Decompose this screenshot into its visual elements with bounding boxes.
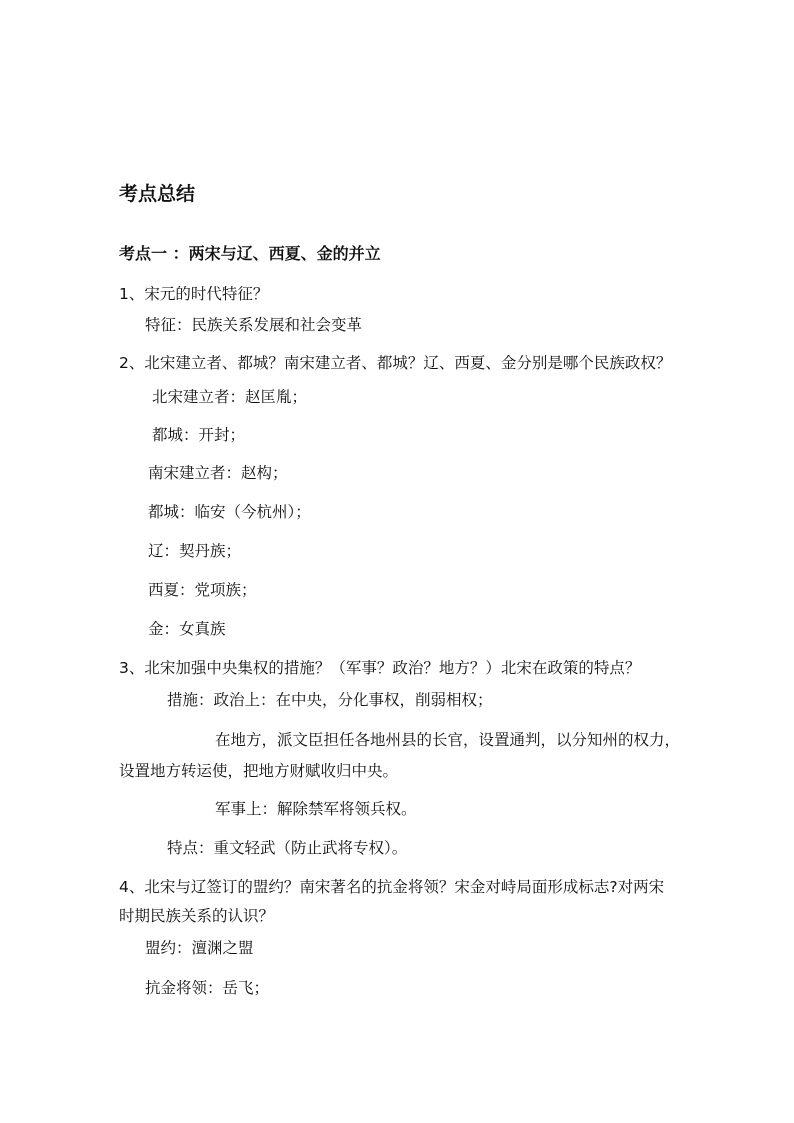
- question-4-line-2: 时期民族关系的认识？: [119, 907, 275, 925]
- answer-2-jin: 金：女真族: [148, 620, 226, 638]
- answer-4-general: 抗金将领：岳飞；: [145, 979, 270, 997]
- answer-3-political: 措施：政治上：在中央，分化事权，削弱相权；: [167, 691, 493, 709]
- question-1: 1、宋元的时代特征？: [119, 285, 269, 303]
- page-title: 考点总结: [119, 183, 196, 205]
- answer-3-local-line-2: 设置地方转运使，把地方财赋收归中央。: [119, 762, 399, 780]
- answer-2-western-xia: 西夏：党项族；: [148, 581, 257, 599]
- section-heading: 考点一 ：两宋与辽、西夏、金的并立: [119, 244, 381, 263]
- question-3: 3、北宋加强中央集权的措施？（军事？政治？地方？）北宋在政策的特点？: [119, 659, 641, 677]
- answer-2-southern-song-founder: 南宋建立者：赵构；: [148, 464, 288, 482]
- answer-3-military: 军事上：解除禁军将领兵权。: [215, 800, 417, 818]
- answer-2-southern-song-capital: 都城：临安（今杭州）；: [148, 503, 311, 521]
- answer-1: 特征：民族关系发展和社会变革: [145, 316, 363, 334]
- question-2: 2、北宋建立者、都城？南宋建立者、都城？辽、西夏、金分别是哪个民族政权？: [119, 354, 672, 372]
- answer-3-local-line-1: 在地方，派文臣担任各地州县的长官，设置通判，以分知州的权力，: [215, 731, 681, 749]
- answer-3-feature: 特点：重文轻武（防止武将专权）。: [167, 839, 408, 857]
- answer-2-liao: 辽：契丹族；: [148, 542, 242, 560]
- question-4-line-1: 4、北宋与辽签订的盟约？南宋著名的抗金将领？宋金对峙局面形成标志?对两宋: [119, 878, 665, 896]
- answer-2-northern-song-capital: 都城：开封；: [152, 426, 246, 444]
- answer-2-northern-song-founder: 北宋建立者：赵匡胤；: [152, 388, 308, 406]
- answer-4-alliance: 盟约：澶渊之盟: [145, 939, 254, 957]
